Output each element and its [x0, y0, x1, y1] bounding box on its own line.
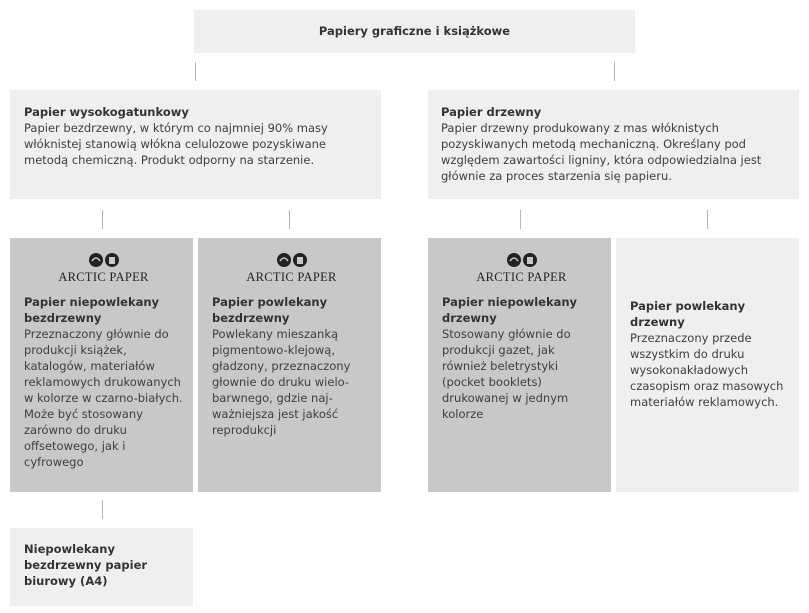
logo-brand-text: ARCTIC PAPER	[476, 270, 567, 284]
connector-l1-a	[102, 210, 103, 229]
node-description: Powlekany mieszanką pigmentowo-klejową, gładzony, przeznaczony głownie do druku wielo-barwnego, gdzie naj-ważniejsza jest jakość reprodukcji	[212, 327, 351, 437]
connector-l1-b	[289, 210, 290, 229]
node-description: Stosowany głównie do produkcji gazet, jak również beletrystyki (pocket booklets) drukowanej w jednym kolorze	[442, 327, 571, 421]
logo-brand-text: ARCTIC PAPER	[58, 270, 149, 284]
arctic-paper-logo	[212, 252, 371, 284]
arctic-paper-logo-icon	[87, 252, 121, 268]
root-title: Papiery graficzne i książkowe	[318, 24, 511, 38]
connector-root-left	[195, 62, 196, 81]
node-papier-powlekany-drzewny	[616, 238, 799, 492]
node-title: Papier wysokogatunkowy	[24, 105, 189, 119]
arctic-paper-logo-icon	[505, 252, 539, 268]
node-description: Papier drzewny produkowany z mas włóknistych pozyskiwanych metodą mechaniczną. Określany pod względem zawartości ligniny, która odpowiedzialna jest głównie za proces starzenia się papieru.	[441, 121, 762, 183]
node-papier-biurowy	[10, 528, 193, 606]
node-description: Przeznaczony głównie do produkcji książek, katalogów, materiałów reklamowych drukowanych w kolorze w czarno-białych. Może być stosowany zarówno do druku offsetowego, jak i cyfrowego	[24, 327, 183, 469]
root-node	[194, 10, 635, 53]
node-papier-powlekany-bezdrzewny	[198, 238, 381, 492]
arctic-paper-logo-icon	[275, 252, 309, 268]
node-title: Papier niepowlekany drzewny	[442, 295, 578, 325]
connector-l2-a	[102, 500, 103, 519]
logo-brand-text: ARCTIC PAPER	[246, 270, 337, 284]
node-papier-niepowlekany-drzewny	[428, 238, 611, 492]
node-papier-wysokogatunkowy	[10, 90, 381, 199]
node-description: Przeznaczony przede wszystkim do druku wysokonakładowych czasopism oraz masowych materiałów reklamowych.	[630, 331, 784, 409]
connector-l1-c	[520, 210, 521, 229]
node-description: Papier bezdrzewny, w którym co najmniej 90% masy włóknistej stanowią włókna celulozowe pozyskiwane metodą chemiczną. Produkt odporny na starzenie.	[24, 121, 328, 167]
connector-root-right	[614, 62, 615, 81]
node-papier-niepowlekany-bezdrzewny	[10, 238, 193, 492]
connector-l1-d	[707, 210, 708, 229]
node-title: Papier powlekany bezdrzewny	[212, 295, 328, 325]
node-title: Papier drzewny	[441, 105, 542, 119]
node-title: Papier powlekany drzewny	[630, 299, 746, 329]
node-title: Niepowlekany bezdrzewny papier biurowy (A4)	[24, 542, 148, 588]
arctic-paper-logo	[442, 252, 601, 284]
node-papier-drzewny	[428, 90, 799, 199]
arctic-paper-logo	[24, 252, 183, 284]
node-title: Papier niepowlekany bezdrzewny	[24, 295, 160, 325]
